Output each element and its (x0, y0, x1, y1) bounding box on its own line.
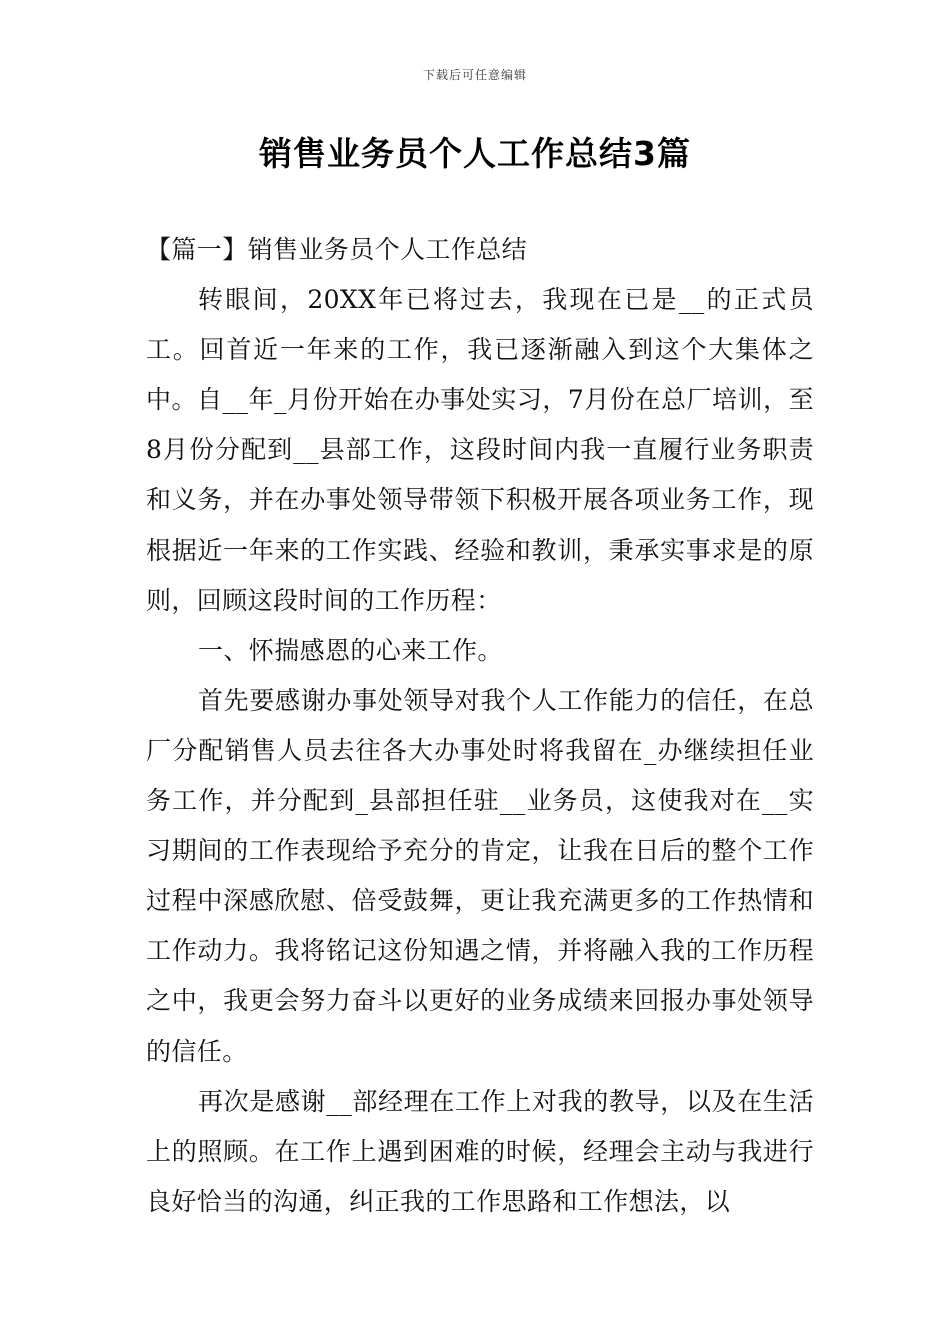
document-body (146, 225, 814, 1227)
paragraph-subheading: 一、怀揣感恩的心来工作。 (198, 635, 503, 665)
section-heading: 【篇一】销售业务员个人工作总结 (146, 235, 528, 264)
header-note: 下载后可任意编辑 (422, 68, 527, 82)
paragraph: 首先要感谢办事处领导对我个人工作能力的信任，在总厂分配销售人员去往各大办事处时将我留在_办继续担任业务工作，并分配到_县部担任驻__业务员，这使我对在__实习期间的工作表现给予充分的肯定，让我在日后的整个工作过程中深感欣慰、倍受鼓舞，更让我充满更多的工作热情和工作动力。我将铭记这份知遇之情，并将融入我的工作历程之中，我更会努力奋斗以更好的业务成绩来回报办事处领导的信任。 (146, 685, 814, 1066)
paragraph: 转眼间，20XX年已将过去，我现在已是__的正式员工。回首近一年来的工作，我已逐渐融入到这个大集体之中。自__年_月份开始在办事处实习，7月份在总厂培训，至8月份分配到__县部工作，这段时间内我一直履行业务职责和义务，并在办事处领导带领下积极开展各项业务工作，现根据近一年来的工作实践、经验和教训，秉承实事求是的原则，回顾这段时间的工作历程： (146, 285, 814, 615)
document-title: 销售业务员个人工作总结3篇 (259, 134, 691, 173)
paragraph: 再次是感谢__部经理在工作上对我的教导，以及在生活上的照顾。在工作上遇到困难的时候，经理会主动与我进行良好恰当的沟通，纠正我的工作思路和工作想法，以 (146, 1086, 814, 1216)
